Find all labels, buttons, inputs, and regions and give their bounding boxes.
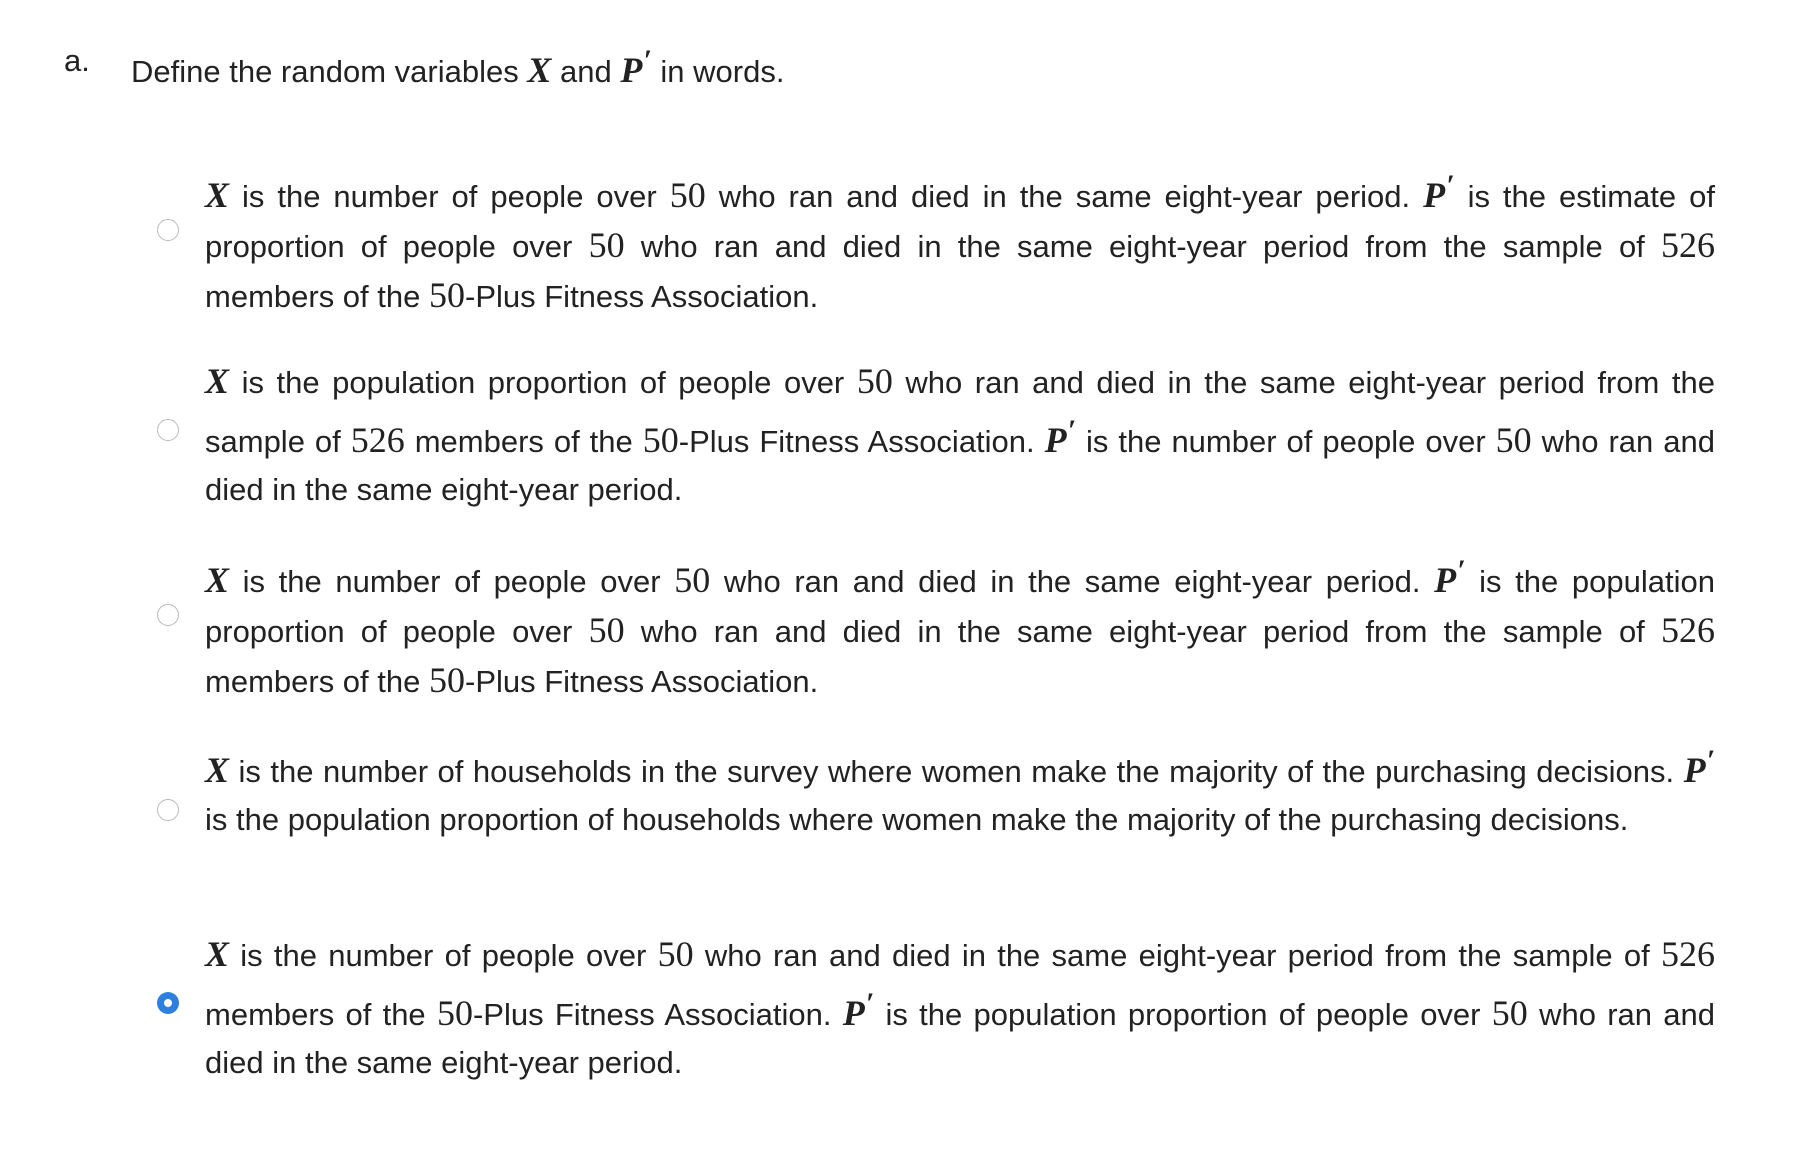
number: 50	[657, 934, 694, 974]
number: 50	[1491, 993, 1528, 1033]
option-text-fragment: members of the	[205, 664, 421, 699]
math-variable-x: X	[205, 361, 230, 401]
option-text-fragment: is the number of people over	[242, 564, 661, 599]
answer-option-5[interactable]	[150, 930, 1720, 1090]
prime-mark: ′	[643, 44, 652, 77]
option-text-fragment: who ran and died in the same eight-year period.	[205, 997, 1715, 1080]
math-variable-p: P	[620, 50, 643, 90]
option-text-fragment: members of the	[414, 424, 633, 459]
option-text-fragment: is the number of households in the survey where women make the majority of the purchasing decisions.	[238, 754, 1675, 789]
option-text-fragment: who ran and died in the same eight-year period from the sample of	[640, 614, 1645, 649]
answer-option-1[interactable]	[150, 162, 1720, 322]
prompt-text: in words.	[660, 54, 785, 89]
prime-mark: ′	[865, 987, 875, 1020]
option-text-fragment: who ran and died in the same eight-year period from the sample of	[640, 229, 1645, 264]
number: 50	[669, 175, 706, 215]
prompt-text: Define the random variables	[131, 54, 519, 89]
number: 50	[856, 361, 893, 401]
option-text-fragment: -Plus Fitness Association.	[678, 424, 1035, 459]
prime-mark: ′	[1067, 414, 1077, 447]
prime-mark: ′	[1446, 169, 1455, 202]
answer-option-2[interactable]	[150, 357, 1720, 517]
option-text-fragment: who ran and died in the same eight-year period from the sample of	[205, 365, 1716, 459]
math-variable-x: X	[205, 175, 230, 215]
option-text-fragment: is the population proportion of people over	[241, 365, 845, 400]
option-text-fragment: -Plus Fitness Association.	[465, 664, 819, 699]
option-text-fragment: members of the	[205, 997, 426, 1032]
option-text-fragment: is the number of people over	[1086, 424, 1486, 459]
math-variable-x: X	[205, 750, 230, 790]
math-variable-p: P	[1434, 560, 1457, 600]
option-text-fragment: who ran and died in the same eight-year period.	[723, 564, 1421, 599]
option-text-fragment: who ran and died in the same eight-year period.	[205, 424, 1715, 507]
option-text-fragment: is the number of people over	[240, 938, 647, 973]
prompt-text: and	[559, 54, 612, 89]
option-text-fragment: members of the	[205, 279, 421, 314]
number: 50	[1495, 420, 1532, 460]
option-text-fragment: is the number of people over	[242, 179, 657, 214]
option-text-fragment: is the estimate of proportion of people over	[205, 179, 1715, 264]
option-text-fragment: is the population proportion of people over	[205, 564, 1715, 649]
option-text-fragment: -Plus Fitness Association.	[472, 997, 832, 1032]
number: 50	[588, 610, 625, 650]
radio-button-option-1[interactable]	[157, 219, 179, 241]
option-4-text	[205, 737, 1715, 844]
number: 526	[1660, 934, 1715, 974]
radio-button-option-3[interactable]	[157, 604, 179, 626]
option-text-fragment: who ran and died in the same eight-year period from the sample of	[704, 938, 1650, 973]
option-2-text	[205, 357, 1715, 514]
radio-button-option-5-selected[interactable]	[157, 992, 179, 1014]
radio-button-option-4[interactable]	[157, 799, 179, 821]
number: 526	[1661, 225, 1715, 265]
answer-option-3[interactable]	[150, 547, 1720, 707]
number: 526	[1661, 610, 1715, 650]
option-text-fragment: who ran and died in the same eight-year period.	[718, 179, 1411, 214]
option-text-fragment: is the population proportion of people over	[885, 997, 1481, 1032]
number: 50	[642, 420, 679, 460]
math-variable-p: P	[1683, 750, 1706, 790]
number: 50	[429, 660, 465, 700]
math-variable-p: P	[842, 993, 865, 1033]
option-1-text	[205, 162, 1715, 321]
number: 50	[429, 275, 465, 315]
number: 50	[588, 225, 625, 265]
option-text-fragment: is the population proportion of households where women make the majority of the purchasing decisions.	[205, 802, 1629, 837]
option-3-text	[205, 547, 1715, 706]
prime-mark: ′	[1706, 744, 1715, 777]
math-variable-p: P	[1423, 175, 1446, 215]
number: 50	[436, 993, 473, 1033]
math-variable-x: X	[205, 934, 230, 974]
math-variable-x: X	[527, 50, 552, 90]
prime-mark: ′	[1457, 554, 1466, 587]
answer-option-4[interactable]	[150, 737, 1720, 897]
option-5-text	[205, 930, 1715, 1087]
radio-button-option-2[interactable]	[157, 419, 179, 441]
math-variable-x: X	[205, 560, 230, 600]
option-text-fragment: -Plus Fitness Association.	[465, 279, 819, 314]
question-label: a.	[64, 43, 90, 78]
question-prompt	[131, 38, 784, 95]
number: 526	[350, 420, 405, 460]
number: 50	[674, 560, 711, 600]
math-variable-p: P	[1044, 420, 1067, 460]
